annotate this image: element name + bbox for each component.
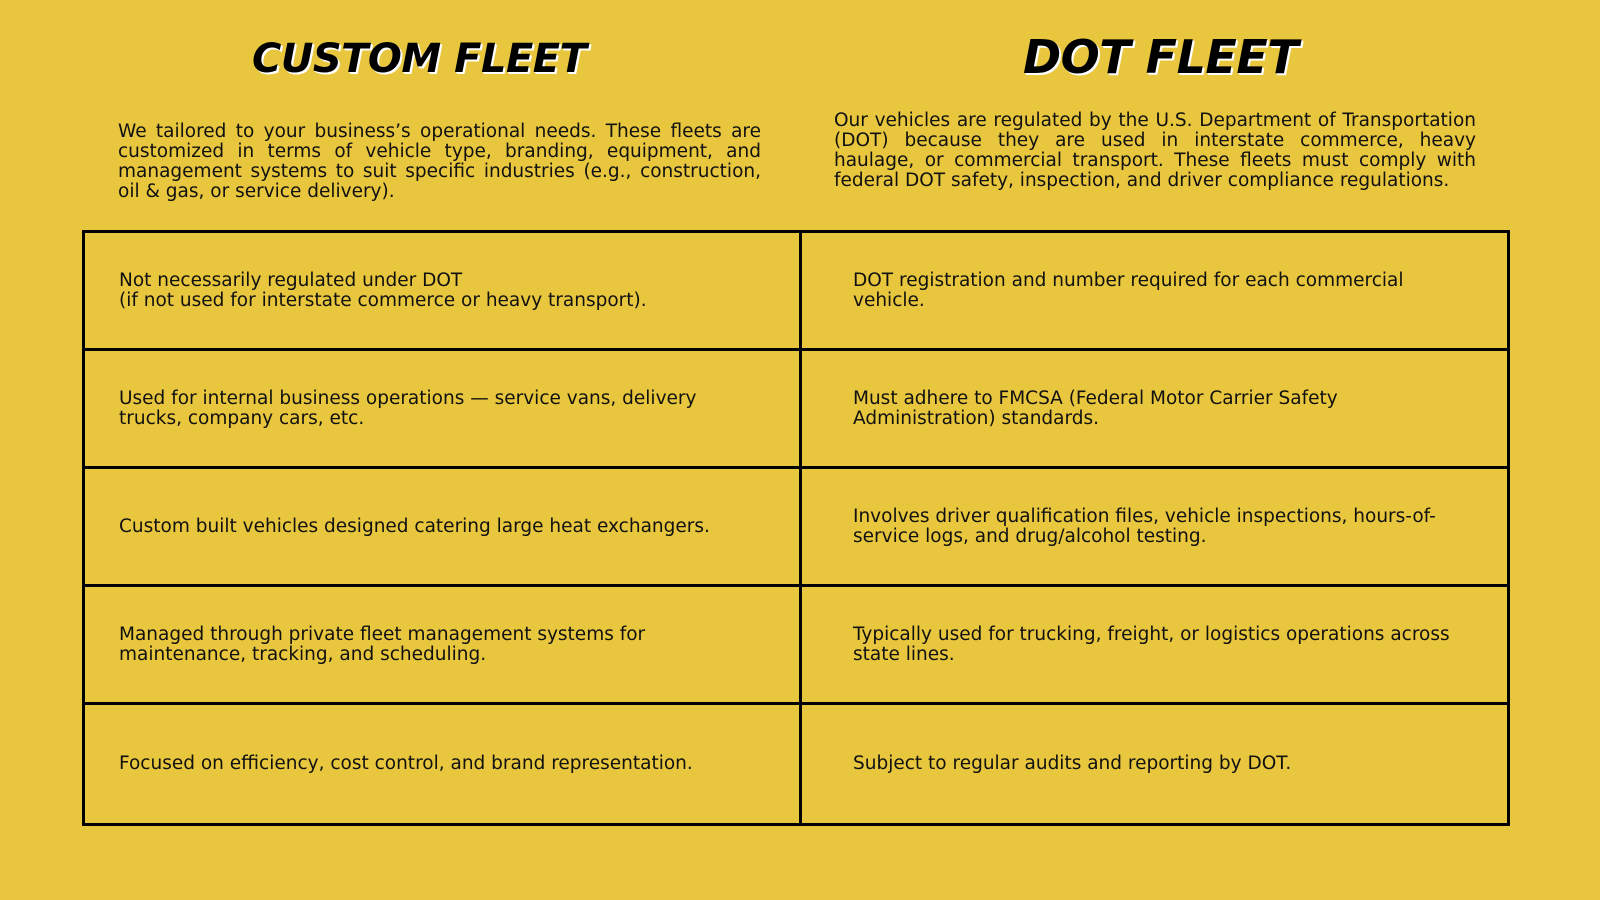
dot-fleet-intro: Our vehicles are regulated by the U.S. Department of Transportation (DOT) because they are used in interstate commerce, heavy haulage, or commercial transport. These fleets must comply with federal DOT safety, inspection, and driver compliance regulations. xyxy=(834,110,1476,191)
custom-fleet-cell xyxy=(85,233,802,351)
custom-fleet-cell xyxy=(85,705,802,823)
custom-fleet-point: Not necessarily regulated under DOT (if not used for interstate commerce or heavy transport). xyxy=(119,269,647,311)
dot-fleet-cell xyxy=(802,587,1507,705)
dot-fleet-point: Involves driver qualification files, vehicle inspections, hours-of-service logs, and drug/alcohol testing. xyxy=(853,505,1436,547)
custom-fleet-point: Used for internal business operations — service vans, delivery trucks, company cars, etc. xyxy=(119,387,697,429)
custom-fleet-point: Custom built vehicles designed catering large heat exchangers. xyxy=(119,515,710,537)
dot-fleet-cell xyxy=(802,233,1507,351)
custom-fleet-title: CUSTOM FLEET xyxy=(252,36,587,82)
dot-fleet-point: DOT registration and number required for each commercial vehicle. xyxy=(853,269,1404,311)
dot-fleet-point: Typically used for trucking, freight, or logistics operations across state lines. xyxy=(853,623,1450,665)
custom-fleet-point: Focused on efficiency, cost control, and brand representation. xyxy=(119,753,693,774)
dot-fleet-cell xyxy=(802,705,1507,823)
dot-fleet-point: Subject to regular audits and reporting by DOT. xyxy=(853,753,1292,774)
custom-fleet-point: Managed through private fleet management systems for maintenance, tracking, and scheduling. xyxy=(119,623,646,665)
custom-fleet-cell xyxy=(85,469,802,587)
dot-fleet-title: DOT FLEET xyxy=(1023,30,1299,84)
dot-fleet-cell xyxy=(802,469,1507,587)
custom-fleet-cell xyxy=(85,587,802,705)
comparison-table xyxy=(82,230,1510,826)
dot-fleet-cell xyxy=(802,351,1507,469)
dot-fleet-point: Must adhere to FMCSA (Federal Motor Carrier Safety Administration) standards. xyxy=(853,387,1338,429)
custom-fleet-intro: We tailored to your business’s operational needs. These fleets are customized in terms of vehicle type, branding, equipment, and management systems to suit specific industries (e.g., construction, oil & gas, or service delivery). xyxy=(118,121,761,202)
custom-fleet-cell xyxy=(85,351,802,469)
